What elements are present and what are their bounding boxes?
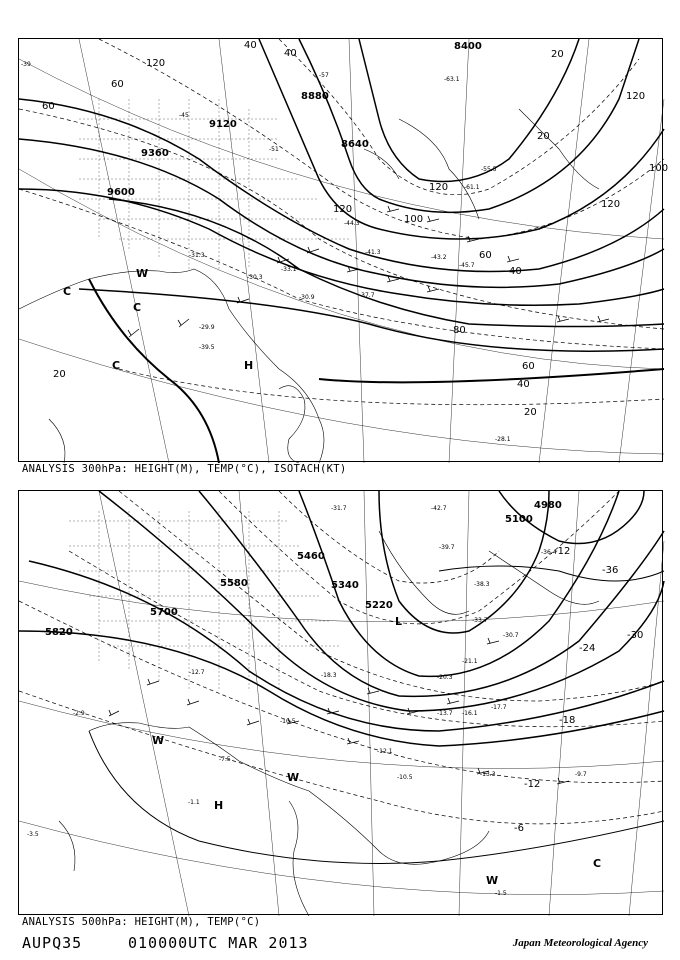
temp-label: -33.1 (281, 266, 297, 273)
isotach-label: 40 (284, 48, 297, 59)
isotach-label: 20 (537, 131, 550, 142)
low-center-mark: L (395, 615, 403, 628)
height-label-5220: 5220 (365, 600, 393, 611)
temp-label: -3.5 (27, 831, 39, 838)
temp-label: -36.4 (541, 549, 557, 556)
temp-label: -13.7 (437, 710, 453, 717)
temp-label: -39.7 (439, 544, 455, 551)
warm-center-mark: W (152, 734, 165, 747)
isotherm-label: -12 (524, 779, 541, 790)
temp-label: -1.5 (495, 890, 507, 897)
height-label-4980: 4980 (534, 500, 562, 511)
temp-label: -30.3 (247, 274, 263, 281)
cold-center-mark: C (63, 285, 72, 298)
isotach-label: 120 (333, 204, 353, 215)
warm-center-mark: W (486, 874, 499, 887)
isotach-label: 100 (404, 214, 424, 225)
map-panel-300hpa (18, 38, 669, 462)
temp-label: -30.7 (503, 632, 519, 639)
temp-label: -42.7 (431, 505, 447, 512)
warm-center-mark: W (136, 267, 149, 280)
map-canvas-500hpa (19, 491, 664, 916)
isotherm-label: -30 (627, 630, 644, 641)
temp-label: -16.1 (462, 710, 478, 717)
temp-label: -61.1 (464, 184, 480, 191)
height-label-8640: 8640 (341, 139, 369, 150)
high-center-mark: H (214, 799, 224, 812)
isotach-label: 40 (244, 40, 257, 51)
isotach-label: 60 (111, 79, 124, 90)
temp-label: -12.7 (189, 669, 205, 676)
isotach-label: 60 (42, 101, 55, 112)
temp-label: -17.7 (491, 704, 507, 711)
height-label-9360: 9360 (141, 148, 169, 159)
temp-label: -33.7 (472, 617, 488, 624)
isotherm-label: -18 (559, 715, 576, 726)
temp-label: -39 (21, 61, 31, 68)
temp-label: -63.1 (444, 76, 460, 83)
caption-300hpa: ANALYSIS 300hPa: HEIGHT(M), TEMP(°C), ISOTACH(KT) (22, 463, 347, 475)
temp-label: -31.7 (331, 505, 347, 512)
high-center-mark: H (244, 359, 254, 372)
height-contours-500 (19, 491, 664, 746)
cold-center-mark: C (593, 857, 602, 870)
cold-center-mark: C (112, 359, 121, 372)
height-label-5100: 5100 (505, 514, 533, 525)
temp-label: -31.3 (189, 252, 205, 259)
temp-label: -9.7 (575, 771, 587, 778)
isotach-label: 120 (429, 182, 449, 193)
temp-label: -45.7 (459, 262, 475, 269)
temp-label: -51 (269, 146, 279, 153)
isotach-label: 80 (453, 325, 466, 336)
isotach-label: 20 (524, 407, 537, 418)
agency-credit: Japan Meteorological Agency (512, 937, 648, 949)
temp-label: -57 (319, 72, 329, 79)
isotach-label: 100 (649, 163, 669, 174)
isotach-label: 40 (509, 266, 522, 277)
height-label-5820: 5820 (45, 627, 73, 638)
temp-label: -20.3 (437, 674, 453, 681)
temp-label: -29.9 (199, 324, 215, 331)
caption-500hpa: ANALYSIS 500hPa: HEIGHT(M), TEMP(°C) (22, 916, 261, 928)
isotach-label: 60 (479, 250, 492, 261)
temp-label: -39.5 (199, 344, 215, 351)
isotherm-label: -24 (579, 643, 596, 654)
temp-label: -38.3 (474, 581, 490, 588)
temp-label: -55.5 (481, 166, 497, 173)
temp-label: -2.9 (73, 710, 85, 717)
temp-label: -37.7 (359, 292, 375, 299)
height-label-5460: 5460 (297, 551, 325, 562)
map-canvas-300hpa (19, 39, 669, 463)
graticule-300 (19, 39, 664, 463)
isotherm-label: -12 (554, 546, 571, 557)
isotach-label: 120 (146, 58, 166, 69)
temp-label: -28.1 (495, 436, 511, 443)
height-label-9600: 9600 (107, 187, 135, 198)
temp-label: -45 (179, 112, 189, 119)
hatch-grid-500 (69, 511, 339, 691)
isotach-label: 20 (53, 369, 66, 380)
map-panel-500hpa (18, 490, 663, 915)
temp-label: -7.5 (219, 756, 231, 763)
isotach-label: 120 (626, 91, 646, 102)
isotach-label: 20 (551, 49, 564, 60)
temp-label: -10.5 (280, 718, 296, 725)
height-label-5700: 5700 (150, 607, 178, 618)
isotach-label: 120 (601, 199, 621, 210)
temp-label: -10.5 (397, 774, 413, 781)
temp-label: -41.3 (365, 249, 381, 256)
wind-barbs-500 (109, 638, 569, 784)
height-label-9120: 9120 (209, 119, 237, 130)
height-label-5580: 5580 (220, 578, 248, 589)
temp-label: -12.1 (377, 748, 393, 755)
valid-time: 010000UTC MAR 2013 (128, 934, 309, 952)
temp-label: -18.3 (321, 672, 337, 679)
isotachs-300 (89, 279, 664, 463)
temp-label: -21.1 (462, 658, 478, 665)
temp-label: -13.3 (480, 771, 496, 778)
isotach-label: 60 (522, 361, 535, 372)
isotach-label: 40 (517, 379, 530, 390)
temp-label: -43.2 (431, 254, 447, 261)
height-label-5340: 5340 (331, 580, 359, 591)
temp-label: -44.3 (344, 220, 360, 227)
isotherm-label: -36 (602, 565, 619, 576)
coastline-300 (19, 109, 599, 463)
temp-label: -30.9 (299, 294, 315, 301)
height-label-8880: 8880 (301, 91, 329, 102)
height-label-8400: 8400 (454, 41, 482, 52)
temp-label: -1.1 (188, 799, 200, 806)
chart-code: AUPQ35 (22, 934, 83, 952)
isotherm-label: -6 (514, 823, 524, 834)
cold-center-mark: C (133, 301, 142, 314)
warm-center-mark: W (287, 771, 300, 784)
